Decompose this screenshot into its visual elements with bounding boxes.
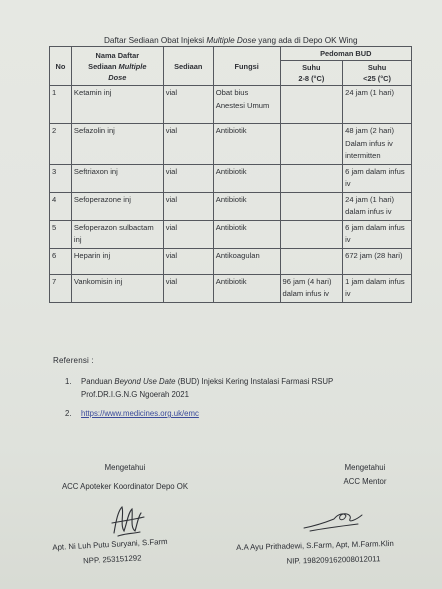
cell-fungsi: Antibiotik — [213, 274, 280, 302]
references-section — [53, 356, 371, 426]
cell-suhu-cold — [280, 86, 343, 124]
bud-table — [49, 46, 412, 303]
cell-name: Ketamin inj — [71, 86, 163, 124]
header-no: No — [50, 47, 72, 86]
cell-suhu-cold — [280, 124, 343, 165]
table-row — [50, 274, 412, 302]
cell-fungsi: Antibiotik — [213, 124, 280, 165]
header-sediaan: Sediaan — [163, 47, 213, 86]
handwritten-signature-left — [108, 503, 148, 539]
cell-no: 6 — [50, 248, 72, 274]
cell-sediaan: vial — [163, 86, 213, 124]
cell-no: 5 — [50, 220, 72, 248]
signature-label: Mengetahui — [104, 463, 146, 472]
cell-no: 2 — [50, 124, 72, 165]
cell-suhu-room: 1 jam dalam infus iv — [343, 274, 412, 302]
cell-sediaan: vial — [163, 274, 213, 302]
header-suhu-cold: Suhu 2-8 (°C) — [280, 61, 343, 86]
signatory-name: A.A Ayu Prithadewi, S.Farm, Apt, M.Farm.Klin — [236, 538, 394, 552]
references-list — [53, 375, 371, 420]
header-pedoman-bud: Pedoman BUD — [280, 47, 411, 61]
signatory-name: Apt. Ni Luh Putu Suryani, S.Farm — [52, 536, 168, 552]
table-row — [50, 164, 412, 192]
cell-suhu-cold — [280, 248, 343, 274]
cell-sediaan: vial — [163, 220, 213, 248]
table-body — [50, 86, 412, 303]
cell-suhu-room: 48 jam (2 hari) Dalam infus iv intermitten — [343, 124, 412, 165]
cell-sediaan: vial — [163, 192, 213, 220]
signatory-id: NIP. 198209162008012011 — [286, 554, 381, 566]
signature-block-right — [300, 462, 430, 488]
cell-suhu-cold — [280, 164, 343, 192]
table-row — [50, 86, 412, 124]
signature-label: Mengetahui — [344, 463, 386, 472]
cell-name: Sefazolin inj — [71, 124, 163, 165]
reference-item: 1. Panduan Beyond Use Date (BUD) Injeksi Kering Instalasi Farmasi RSUP Prof.DR.I.G.N.G Ngoerah 2021 — [65, 377, 334, 399]
cell-fungsi: Antibiotik — [213, 220, 280, 248]
handwritten-signature-right — [300, 506, 370, 534]
cell-no: 4 — [50, 192, 72, 220]
signature-role: ACC Apoteker Koordinator Depo OK — [61, 482, 189, 491]
table-row — [50, 124, 412, 165]
header-suhu-room: Suhu <25 (°C) — [343, 61, 412, 86]
table-row — [50, 192, 412, 220]
reference-link[interactable]: https://www.medicines.org.uk/emc — [81, 409, 199, 418]
cell-name: Seftriaxon inj — [71, 164, 163, 192]
table-row — [50, 220, 412, 248]
table-row — [50, 248, 412, 274]
header-name: Nama Daftar Sediaan Multiple Dose — [71, 47, 163, 86]
cell-no: 1 — [50, 86, 72, 124]
document-title: Daftar Sediaan Obat Injeksi Multiple Dose yang ada di Depo OK Wing — [104, 36, 358, 45]
signatory-id: NPP. 253151292 — [82, 553, 142, 566]
cell-suhu-room: 672 jam (28 hari) — [343, 248, 412, 274]
signature-role: ACC Mentor — [343, 477, 387, 486]
cell-suhu-cold — [280, 192, 343, 220]
cell-suhu-room: 24 jam (1 hari) dalam infus iv — [343, 192, 412, 220]
cell-no: 7 — [50, 274, 72, 302]
cell-fungsi: Antibiotik — [213, 164, 280, 192]
signatory-left — [52, 534, 169, 570]
signatory-right — [236, 536, 394, 570]
cell-fungsi: Antikoagulan — [213, 248, 280, 274]
cell-no: 3 — [50, 164, 72, 192]
cell-name: Sefoperazon sulbactam inj — [71, 220, 163, 248]
cell-fungsi: Antibiotik — [213, 192, 280, 220]
cell-fungsi: Obat bius Anestesi Umum — [213, 86, 280, 124]
cell-suhu-room: 24 jam (1 hari) — [343, 86, 412, 124]
cell-sediaan: vial — [163, 164, 213, 192]
cell-suhu-room: 6 jam dalam infus iv — [343, 164, 412, 192]
cell-name: Sefoperazone inj — [71, 192, 163, 220]
cell-suhu-cold: 96 jam (4 hari) dalam infus iv — [280, 274, 343, 302]
cell-sediaan: vial — [163, 248, 213, 274]
cell-sediaan: vial — [163, 124, 213, 165]
header-fungsi: Fungsi — [213, 47, 280, 86]
cell-suhu-cold — [280, 220, 343, 248]
references-title: Referensi : — [53, 356, 94, 365]
signature-block-left — [50, 462, 200, 493]
cell-suhu-room: 6 jam dalam infus iv — [343, 220, 412, 248]
cell-name: Vankomisin inj — [71, 274, 163, 302]
reference-item: 2. https://www.medicines.org.uk/emc — [65, 409, 199, 418]
cell-name: Heparin inj — [71, 248, 163, 274]
header-row — [50, 47, 412, 61]
